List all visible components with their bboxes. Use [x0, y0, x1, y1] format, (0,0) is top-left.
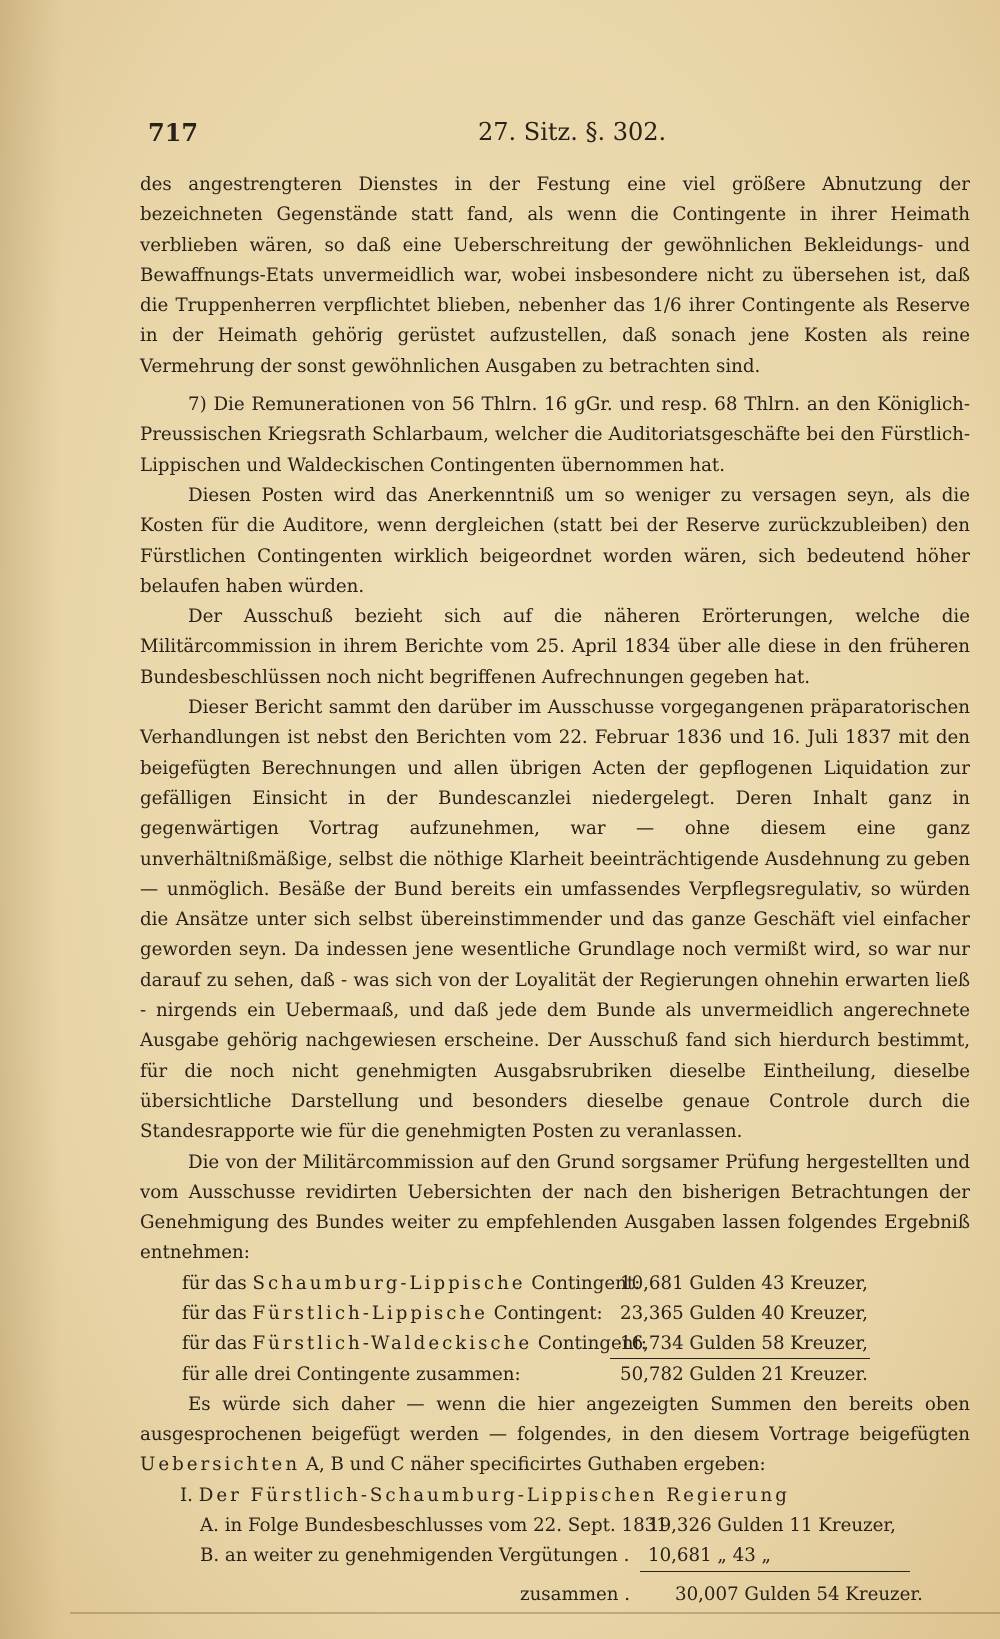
row-suffix: Contingent: [493, 1302, 603, 1324]
ledger-label: A. in Folge Bundesbeschlusses vom 22. Sept. 1831 [200, 1515, 668, 1537]
contingent-amount: 16,734 Gulden 58 Kreuzer, [620, 1333, 868, 1355]
page-bottom-edge [70, 1612, 1000, 1614]
paragraph-continuation: des angestrengteren Dienstes in der Festung eine viel größere Abnutzung der bezeichneten Gegenstände statt fand, als wenn die Contingente in ihrer Heimath verblieben wären, so daß eine Ueberschreitung der gewöhnlichen Bekleidungs- und Bewaffnungs-Etats unvermeidlich war, wobei insbesondere nicht zu übersehen ist, daß die Truppenherren verpflichtet blieben, nebenher das 1/6 ihrer Contingente als Reserve in der Heimath gehörig gerüstet aufzustellen, daß sonach jene Kosten als reine Vermehrung der sonst gewöhnlichen Ausgaben zu betrachten sind. [140, 174, 970, 377]
paragraph-bericht: Dieser Bericht sammt den darüber im Ausschusse vorgegangenen präparatorischen Verhandlungen ist nebst den Berichten vom 22. Februar 1836 und 16. Juli 1837 mit den beigefügten Berechnungen und allen übrigen Acten der gepflogenen Liquidation zur gefälligen Einsicht in der Bundescanzlei niedergelegt. Deren Inhalt ganz in gegenwärtigen Vortrag aufzunehmen, war — ohne diesem eine ganz unverhältnißmäßige, selbst die nöthige Klarheit beeinträchtigende Ausdehnung zu geben — unmöglich. Besäße der Bund bereits ein umfassendes Verpflegsregulativ, so würden die Ansätze unter sich selbst übereinstimmender und das ganze Geschäft viel einfacher geworden seyn. Da indessen jene wesentliche Grundlage noch vermißt wird, so war nur darauf zu sehen, daß - was sich von der Loyalität der Regierungen ohnehin erwarten ließ - nirgends ein Uebermaaß, und daß jede dem Bunde als unvermeidlich angerechnete Ausgabe gehörig nachgewiesen erscheine. Der Ausschuß fand sich hierdurch bestimmt, für die noch nicht genehmigten Ausgabsrubriken dieselbe Eintheilung, dieselbe übersichtliche Darstellung und besonders dieselbe genaue Controle durch die Standesrapporte wie für die genehmigten Posten zu veranlassen. [140, 697, 970, 1143]
sum-label: zusammen . [520, 1583, 631, 1605]
running-head: 27. Sitz. §. 302. [478, 118, 667, 146]
paragraph-ausschuss: Der Ausschuß bezieht sich auf die näheren Erörterungen, welche die Militärcommission in ihrem Berichte vom 25. April 1834 über alle diese in den früheren Bundesbeschlüssen noch nicht begriffenen Aufrechnungen gegeben hat. [140, 606, 970, 688]
contingent-row [140, 1329, 970, 1359]
ledger-amount: 19,326 Gulden 11 Kreuzer, [648, 1515, 896, 1537]
ledger-row [140, 1541, 970, 1571]
contingent-amount: 23,365 Gulden 40 Kreuzer, [620, 1302, 868, 1324]
section-heading [140, 1481, 970, 1511]
page-number: 717 [148, 118, 199, 147]
total-amount: 50,782 Gulden 21 Kreuzer. [620, 1363, 868, 1385]
row-prefix: für das [182, 1302, 247, 1324]
ledger-amount: 10,681 „ 43 „ [648, 1545, 771, 1567]
sum-amount: 30,007 Gulden 54 Kreuzer. [675, 1583, 923, 1605]
contingent-row [140, 1299, 970, 1329]
contingent-name: Fürstlich-Waldeckische [252, 1333, 533, 1355]
sum-row [140, 1572, 970, 1612]
paragraph-guthaben [140, 1390, 970, 1481]
paragraph-guthaben-text: Es würde sich daher — wenn die hier angezeigten Summen den bereits oben ausgesprochenen beigefügt werden — folgendes, in den diesem Vortrage beigefügten [140, 1393, 970, 1446]
contingent-row [140, 1269, 970, 1299]
section-title: Der Fürstlich-Schaumburg-Lippischen Regierung [198, 1484, 790, 1506]
total-row [140, 1360, 970, 1390]
paragraph-ergebnis: Die von der Militärcommission auf den Grund sorgsamer Prüfung hergestellten und vom Ausschusse revidirten Uebersichten der nach den bisherigen Betrachtungen der Genehmigung des Bundes weiter zu empfehlenden Ausgaben lassen folgendes Ergebniß entnehmen: [140, 1151, 970, 1264]
paragraph-guthaben-tail: A, B und C näher specificirtes Guthaben ergeben: [305, 1454, 766, 1476]
section-numeral: I. [180, 1484, 193, 1506]
row-prefix: für das [182, 1333, 247, 1355]
ledger-row [140, 1511, 970, 1541]
contingent-amount: 10,681 Gulden 43 Kreuzer, [620, 1272, 868, 1294]
page-header [148, 118, 668, 158]
ledger-label: B. an weiter zu genehmigenden Vergütungen . [200, 1545, 630, 1567]
paragraph-item-7: 7) Die Remunerationen von 56 Thlrn. 16 gGr. und resp. 68 Thlrn. an den Königlich-Preussischen Kriegsrath Schlarbaum, welcher die Auditoriatsgeschäfte bei den Fürstlich-Lippischen und Waldeckischen Contingenten übernommen hat. [140, 394, 970, 476]
row-suffix: Contingent: [531, 1272, 641, 1294]
row-prefix: für das [182, 1272, 247, 1294]
paragraph-posten: Diesen Posten wird das Anerkenntniß um so weniger zu versagen seyn, als die Kosten für die Auditore, wenn dergleichen (statt bei der Reserve zurückzubleiben) den Fürstlichen Contingenten wirklich beigeordnet worden wären, sich bedeutend höher belaufen haben würden. [140, 484, 970, 597]
contingent-name: Schaumburg-Lippische [252, 1272, 526, 1294]
page-body [140, 170, 970, 1612]
total-label: für alle drei Contingente zusammen: [182, 1363, 521, 1385]
spaced-word: Uebersichten [140, 1454, 301, 1476]
binding-shadow [0, 0, 60, 1639]
contingent-name: Fürstlich-Lippische [252, 1302, 488, 1324]
row-suffix: Contingent: [537, 1333, 647, 1355]
